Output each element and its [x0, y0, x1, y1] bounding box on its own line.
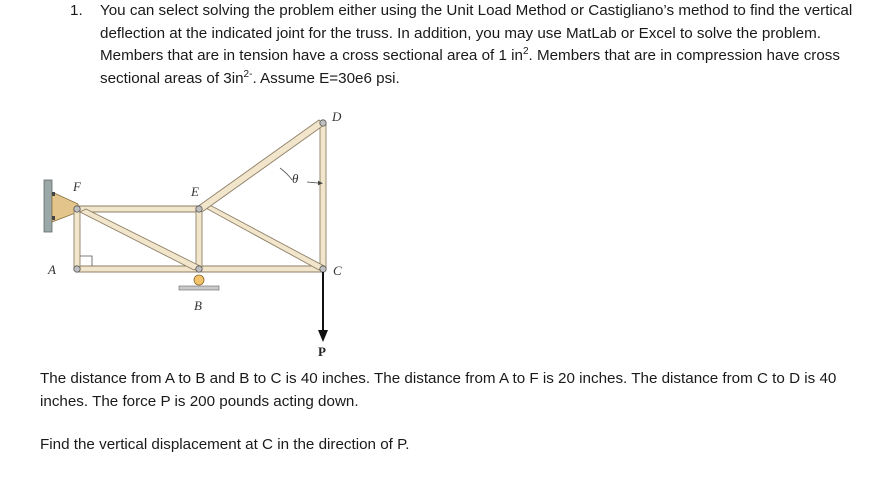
- problem-statement: [70, 0, 870, 90]
- joint-E: [196, 206, 202, 212]
- member-EC: [202, 203, 324, 270]
- theta-arrow: [307, 182, 318, 183]
- joint-C: [320, 266, 326, 272]
- member-CD: [320, 122, 326, 270]
- label-D: D: [332, 109, 342, 124]
- load-arrowhead: [318, 330, 328, 342]
- joint-A: [74, 266, 80, 272]
- problem-number: 1.: [70, 2, 83, 19]
- label-A: A: [48, 262, 56, 277]
- member-BE: [196, 208, 202, 270]
- roller-support: [179, 275, 219, 290]
- truss-figure: [36, 108, 366, 363]
- label-B: B: [194, 298, 202, 313]
- problem-text: You can select solving the problem either using the Unit Load Method or Castigliano’s method to find the vertical deflection at the indicated joint for the truss. In addition, you may use MatLab or Excel to solve the problem. Members that are in tension have a cross sectional area of 1 $in^2$. Members that are in compression have cross sectional areas of $3in^{2-}$. Assume E=30e6 psi.: [100, 2, 853, 87]
- distances-paragraph: The distance from A to B and B to C is 40 inches. The distance from A to F is 20 inches. The distance from C to D is 40 inches. The force P is 200 pounds acting down.: [40, 370, 837, 410]
- label-P: P: [318, 344, 326, 359]
- theta-arc: [280, 168, 292, 180]
- member-ED: [197, 120, 324, 212]
- label-F: F: [73, 179, 81, 194]
- joint-F: [74, 206, 80, 212]
- question-paragraph: Find the vertical displacement at C in the direction of P.: [40, 436, 410, 453]
- joint-B: [196, 266, 202, 272]
- member-FE: [76, 206, 199, 212]
- joint-D: [320, 120, 326, 126]
- label-theta: θ: [292, 171, 299, 186]
- label-E: E: [191, 184, 199, 199]
- label-C: C: [333, 263, 342, 278]
- right-angle-marker: [80, 256, 92, 266]
- member-AF: [74, 208, 80, 270]
- member-FB: [80, 209, 200, 270]
- truss-members: [74, 120, 326, 272]
